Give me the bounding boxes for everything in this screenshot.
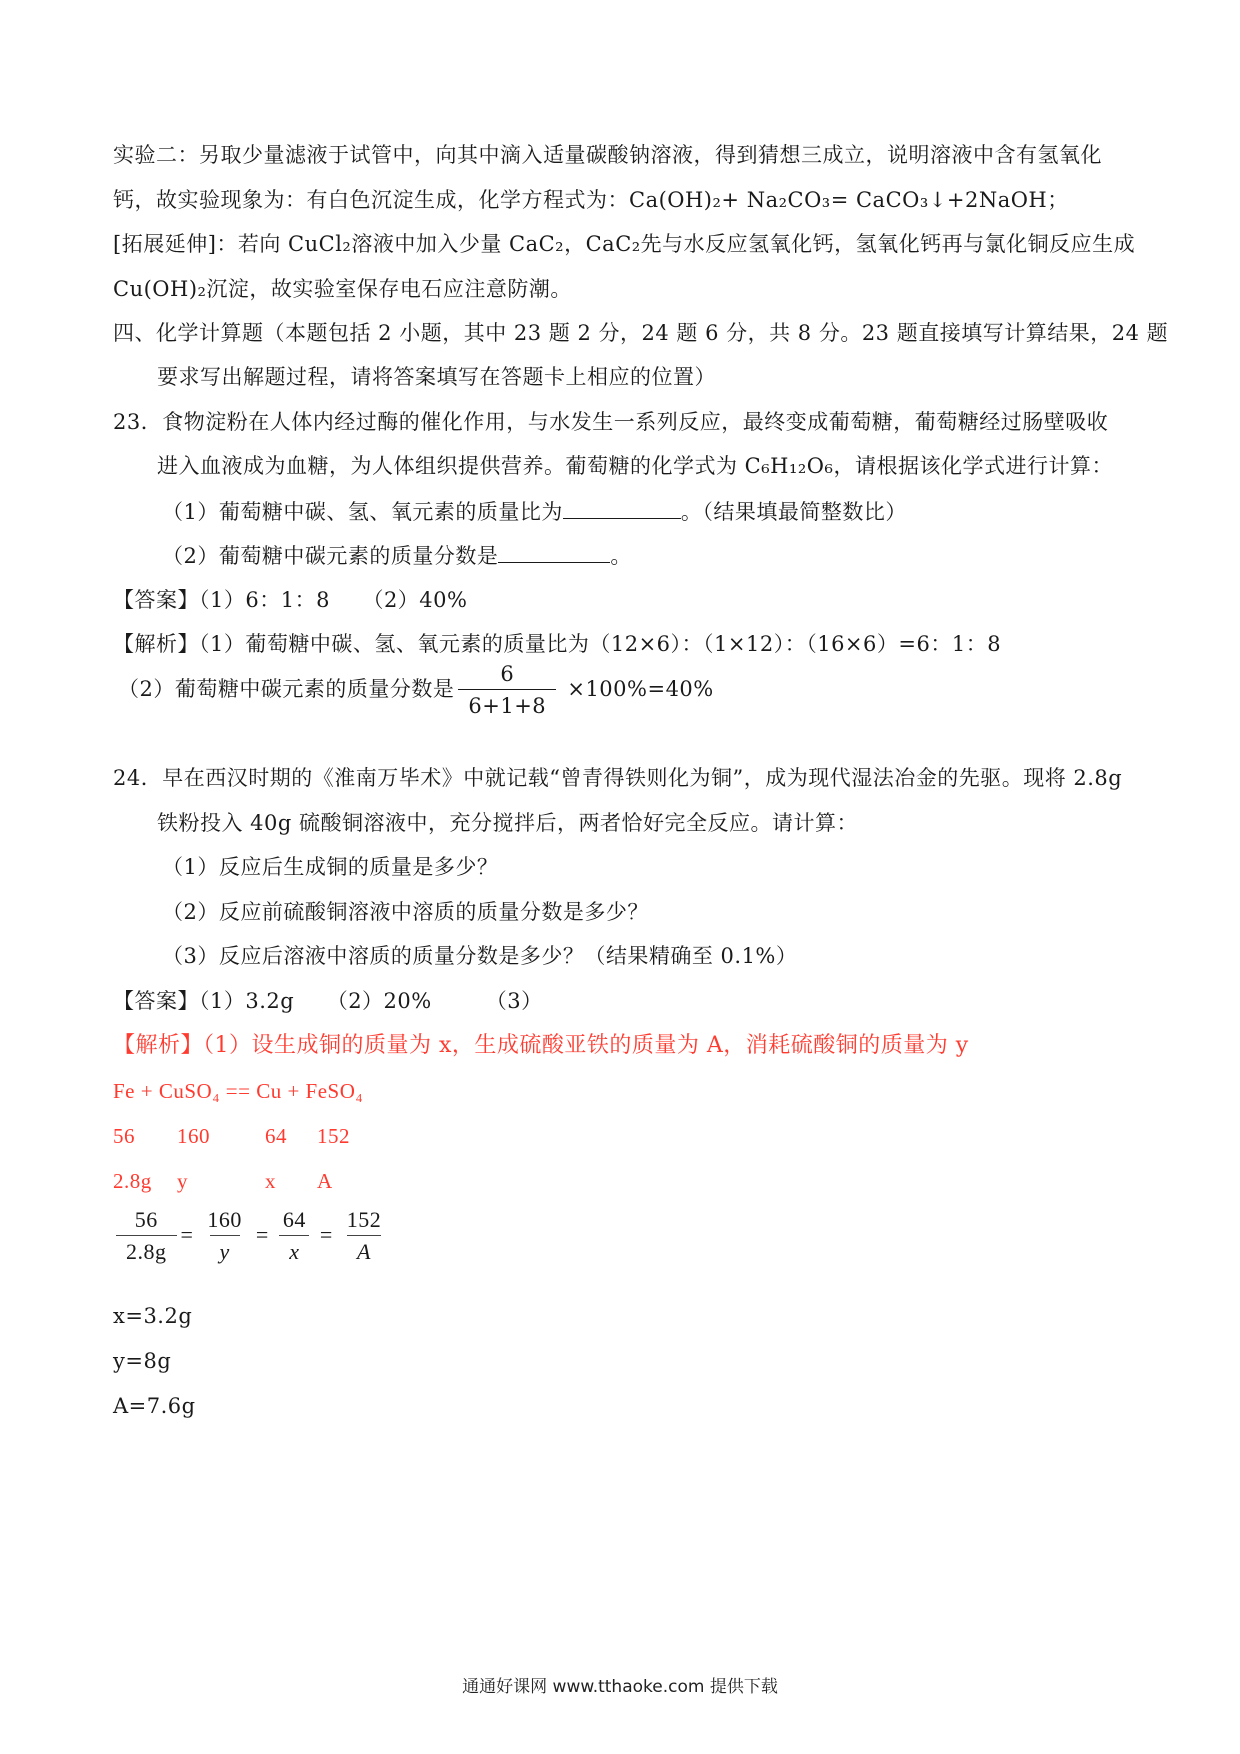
value-cell: 152	[317, 1124, 350, 1148]
question-23-part-2	[162, 540, 632, 571]
proportion-equation	[116, 1205, 395, 1268]
text-fragment: （2）葡萄糖中碳元素的质量分数是	[118, 677, 455, 701]
text-fragment: ×100%=40%	[567, 677, 714, 701]
value-cell: 64	[265, 1124, 287, 1148]
text-line: 铁粉投入 40g 硫酸铜溶液中，充分搅拌后，两者恰好完全反应。请计算：	[157, 811, 859, 835]
denominator: A	[347, 1235, 381, 1268]
result-line: y=8g	[113, 1349, 172, 1373]
question-24-part-2: （2）反应前硫酸铜溶液中溶质的质量分数是多少？	[162, 900, 649, 924]
numerator: 6	[500, 662, 515, 686]
fraction	[273, 1205, 316, 1268]
text-line: 要求写出解题过程，请将答案填写在答题卡上相应的位置）	[157, 365, 716, 389]
denominator: x	[279, 1235, 309, 1268]
question-23: 23．食物淀粉在人体内经过酶的催化作用，与水发生一系列反应，最终变成葡萄糖，葡萄糖经过肠壁吸收	[113, 410, 1109, 434]
numerator: 64	[282, 1207, 306, 1233]
analysis-23: 【解析】（1）葡萄糖中碳、氢、氧元素的质量比为（12×6）：（1×12）：（16×6）=6：1：8	[113, 632, 1002, 656]
analysis-23-part-2	[118, 658, 714, 722]
question-24-part-3: （3）反应后溶液中溶质的质量分数是多少？（结果精确至 0.1%）	[162, 944, 798, 968]
result-line: A=7.6g	[113, 1394, 196, 1418]
text-line: 实验二：另取少量滤液于试管中，向其中滴入适量碳酸钠溶液，得到猜想三成立，说明溶液中含有氢氧化	[113, 143, 1102, 167]
answer-24: 【答案】（1）3.2g （2）20% （3）	[113, 989, 543, 1013]
numerator: 56	[134, 1207, 158, 1233]
value-cell: 56	[113, 1124, 135, 1148]
answer-blank	[498, 540, 610, 563]
numerator: 160	[207, 1207, 242, 1233]
text-line: Cu(OH)₂沉淀，故实验室保存电石应注意防潮。	[113, 277, 572, 301]
text-fragment: （2）葡萄糖中碳元素的质量分数是	[162, 544, 499, 568]
text-line: [拓展延伸]：若向 CuCl₂溶液中加入少量 CaC₂，CaC₂先与水反应氢氧化钙，氢氧化钙再与氯化铜反应生成	[113, 232, 1136, 256]
equals-sign: =	[319, 1222, 333, 1247]
text-fragment: 。（结果填最简整数比）	[680, 500, 907, 524]
value-cell: x	[265, 1169, 276, 1193]
question-23-part-1	[162, 496, 907, 527]
analysis-24: 【解析】（1）设生成铜的质量为 x，生成硫酸亚铁的质量为 A，消耗硫酸铜的质量为 y	[113, 1033, 969, 1058]
mass-row	[113, 1166, 333, 1196]
section-heading: 四、化学计算题（本题包括 2 小题，其中 23 题 2 分，24 题 6 分，共 8 分。23 题直接填写计算结果，24 题	[113, 321, 1169, 345]
answer-blank	[563, 496, 681, 519]
footer-text: 通通好课网 www.tthaoke.com 提供下载	[462, 1677, 778, 1697]
value-cell: 160	[177, 1124, 210, 1148]
text-line: 进入血液成为血糖，为人体组织提供营养。葡萄糖的化学式为 C₆H₁₂O₆，请根据该化学式进行计算：	[157, 454, 1113, 478]
denominator: 2.8g	[116, 1235, 177, 1268]
denominator: y	[210, 1235, 240, 1268]
equals-sign: =	[180, 1222, 194, 1247]
fraction	[337, 1205, 392, 1268]
question-24: 24．早在西汉时期的《淮南万毕术》中就记载“曾青得铁则化为铜”，成为现代湿法冶金的先驱。现将 2.8g	[113, 766, 1123, 790]
molar-mass-row	[113, 1121, 350, 1151]
equals-sign: =	[255, 1222, 269, 1247]
answer-23: 【答案】（1）6：1：8 （2）40%	[113, 588, 468, 612]
value-cell: 2.8g	[113, 1169, 152, 1193]
text-line: 钙，故实验现象为：有白色沉淀生成，化学方程式为：Ca(OH)₂+ Na₂CO₃= CaCO₃↓+2NaOH；	[113, 188, 1069, 212]
text-fragment: （1）葡萄糖中碳、氢、氧元素的质量比为	[162, 500, 563, 524]
fraction	[458, 659, 556, 722]
value-cell: y	[177, 1169, 188, 1193]
denominator: 6+1+8	[458, 689, 556, 722]
question-24-part-1: （1）反应后生成铜的质量是多少？	[162, 855, 499, 879]
result-line: x=3.2g	[113, 1304, 193, 1328]
fraction	[116, 1205, 177, 1268]
chemical-equation: Fe + CuSO₄ == Cu + FeSO₄	[113, 1079, 364, 1103]
text-fragment: 。	[610, 544, 632, 568]
numerator: 152	[346, 1207, 382, 1233]
value-cell: A	[317, 1169, 333, 1193]
fraction	[197, 1205, 252, 1268]
